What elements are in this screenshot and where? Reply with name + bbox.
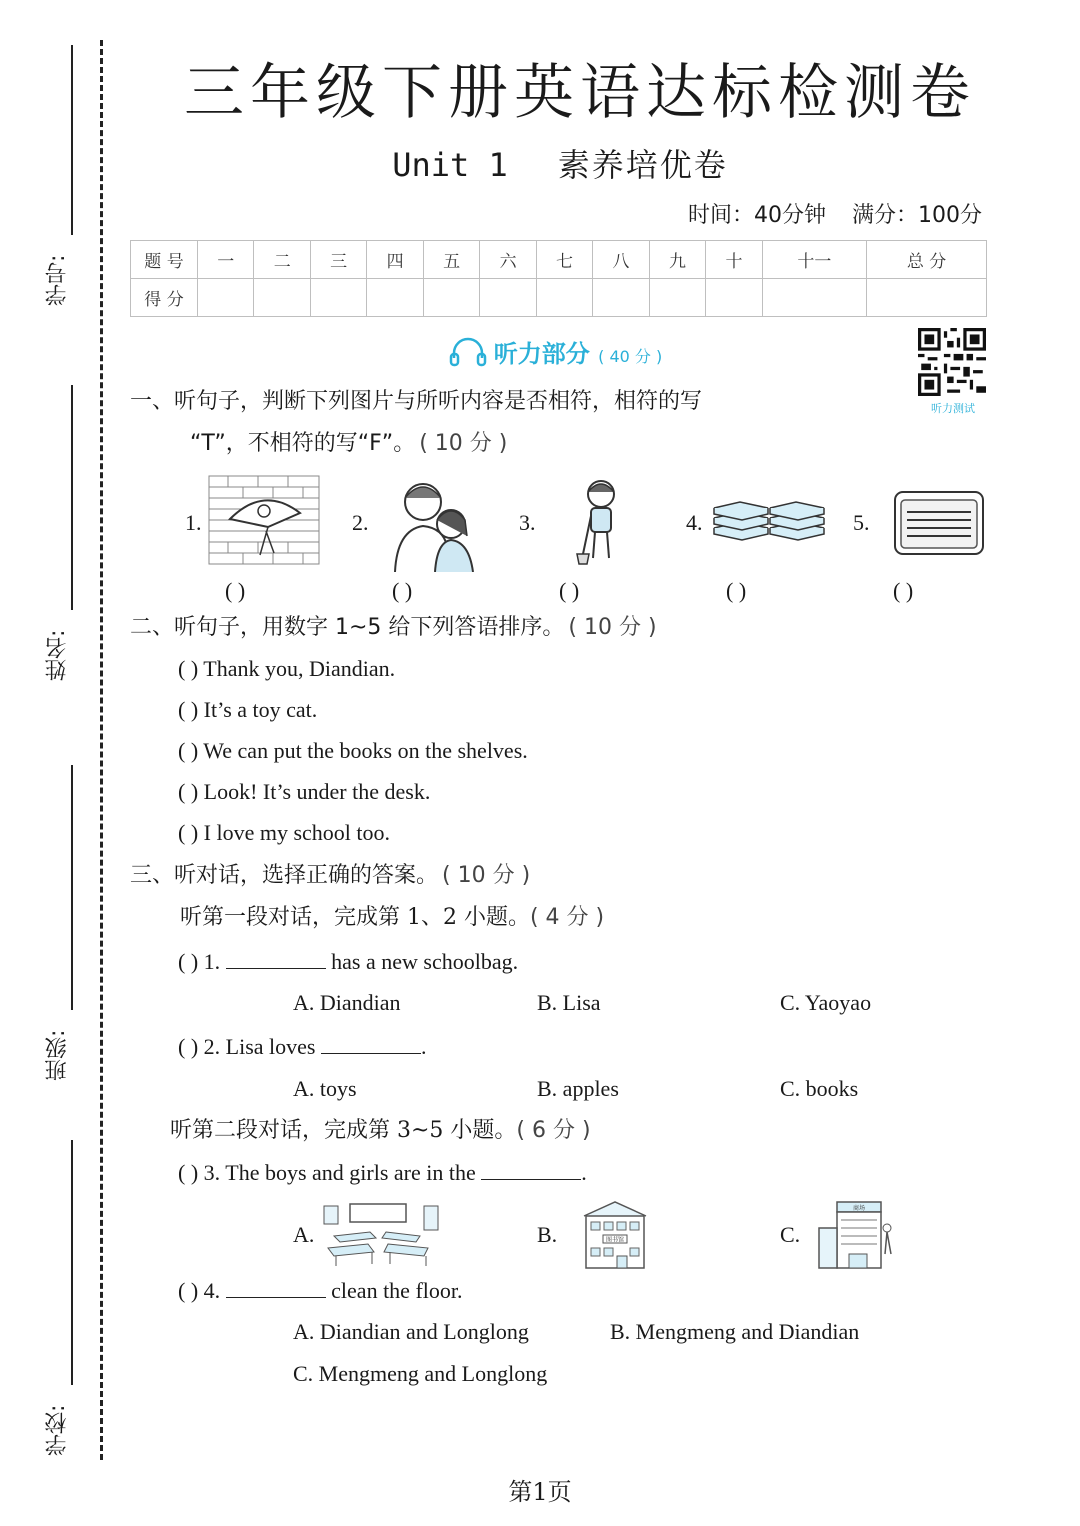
student-id-label: 学号: [45,254,70,306]
page-subtitle [130,140,990,186]
score-cell[interactable] [480,279,536,317]
exam-full-score: 满分：100分 [852,203,982,228]
score-table-row-label: 题 号 [131,241,198,279]
q3-q3-blank[interactable] [481,1159,581,1180]
score-col: 九 [649,241,705,279]
q3-q4-blank[interactable] [226,1277,326,1298]
q3-q4-number: 4. [203,1278,221,1303]
qr-caption: 听力测试 [931,402,975,415]
books-icon [710,498,828,548]
q1-item-number: 1. [185,510,202,535]
score-col: 五 [423,241,479,279]
q3-part2-heading [170,1113,591,1144]
score-col: 十 [706,241,762,279]
q1-item-number: 2. [352,510,369,535]
q3-part1-heading [180,900,604,931]
q3-part1-points: ( 4 分 ) [529,905,605,930]
q2-title [130,610,657,641]
q3-q1-number: 1. [203,949,221,974]
exam-time: 时间：40分钟 [688,203,826,228]
q3-q3-option-c[interactable]: C. [780,1222,801,1247]
q2-answer-box[interactable]: ( ) [178,779,199,804]
score-col: 六 [480,241,536,279]
pencil-case-icon [893,490,985,556]
score-col: 十一 [762,241,866,279]
score-col: 八 [593,241,649,279]
q3-q4-option-a[interactable]: A. Diandian and Longlong [293,1319,529,1344]
q1-item-number: 3. [519,510,536,535]
hug-icon [385,476,480,572]
q3-question-4 [178,1277,463,1304]
library-sign: 图书馆 [605,1236,625,1244]
q3-part1-text: 听第一段对话，完成第 1、2 小题。 [180,905,530,930]
q2-answer-box[interactable]: ( ) [178,697,199,722]
sweeping-boy-icon [575,476,625,568]
q3-q1-blank[interactable] [226,948,326,969]
score-col: 七 [536,241,592,279]
q3-question-2 [178,1033,426,1060]
paper-type: 素养培优卷 [557,146,728,184]
q3-q1-option-b[interactable]: B. Lisa [537,990,601,1015]
page-number: 第1页 [508,1478,572,1506]
q1-answer-box[interactable]: ( ) [726,578,747,603]
q1-answer-box[interactable]: ( ) [392,578,413,603]
q2-title-text: 二、听句子，用数字 1~5 给下列答语排序。 [130,615,565,640]
mall-icon [815,1198,895,1270]
q2-item [178,697,317,723]
q1-points: ( 10 分 ) [419,431,508,456]
q3-q2-option-b[interactable]: B. apples [537,1076,619,1101]
q1-title-line1: 一、听句子，判断下列图片与所听内容是否相符，相符的写 [130,389,703,414]
q2-item-text: We can put the books on the shelves. [203,738,528,763]
listening-title: 听力部分 [493,340,590,368]
q3-title [130,858,530,889]
q3-q3-text: 3. The boys and girls are in the [203,1160,476,1185]
q2-item [178,820,390,846]
q3-question-1 [178,948,518,975]
score-cell[interactable] [867,279,987,317]
q3-q4-option-c[interactable]: C. Mengmeng and Longlong [293,1361,548,1386]
q2-item [178,738,528,764]
q3-q2-option-c[interactable]: C. books [780,1076,859,1101]
q1-item-number: 5. [853,510,870,535]
q1-answer-box[interactable]: ( ) [893,578,914,603]
q2-item [178,656,395,682]
binding-cut-line [100,40,103,1460]
score-col: 一 [198,241,254,279]
mall-sign: 商场 [852,1205,866,1212]
score-table [130,240,987,317]
student-id-line[interactable] [71,45,73,235]
q3-q2-blank[interactable] [321,1033,421,1054]
q3-q1-option-c[interactable]: C. Yaoyao [780,990,872,1015]
score-col: 三 [310,241,366,279]
score-cell[interactable] [706,279,762,317]
q3-answer-box[interactable]: ( ) [178,949,199,974]
page-title: 三年级下册英语达标检测卷 [184,58,976,128]
q3-q4-text: clean the floor. [331,1278,463,1303]
classroom-icon [320,1200,446,1268]
q2-item [178,779,430,805]
score-cell[interactable] [198,279,254,317]
q3-q2-text: 2. Lisa loves [203,1034,316,1059]
kite-icon [208,475,320,565]
q3-q1-text: has a new schoolbag. [331,949,519,974]
q2-points: ( 10 分 ) [568,615,657,640]
q1-answer-box[interactable]: ( ) [559,578,580,603]
q2-answer-box[interactable]: ( ) [178,820,199,845]
score-col: 二 [254,241,310,279]
unit-label: Unit 1 [392,146,508,184]
q1-item-number: 4. [686,510,703,535]
school-label: 学校: [45,1404,70,1456]
class-line[interactable] [71,765,73,1010]
q3-q2-option-a[interactable]: A. toys [293,1076,357,1101]
q3-q1-option-a[interactable]: A. Diandian [293,990,401,1015]
q2-answer-box[interactable]: ( ) [178,656,199,681]
q3-q2-end: . [420,1034,427,1059]
score-cell[interactable] [762,279,866,317]
q3-q4-option-b[interactable]: B. Mengmeng and Diandian [610,1319,860,1344]
q2-answer-box[interactable]: ( ) [178,738,199,763]
class-label: 班级: [45,1029,70,1081]
score-cell[interactable] [254,279,310,317]
q3-part2-text: 听第二段对话，完成第 3~5 小题。 [170,1118,517,1143]
headphones-icon [448,336,488,368]
q1-title-line2 [190,426,507,457]
q3-answer-box[interactable]: ( ) [178,1034,199,1059]
exam-meta [688,198,982,229]
q3-q3-end: . [581,1160,587,1185]
score-col: 总 分 [867,241,987,279]
name-line[interactable] [71,385,73,610]
q3-part2-points: ( 6 分 ) [516,1118,591,1143]
score-cell[interactable] [649,279,705,317]
score-table-row-label: 得 分 [131,279,198,317]
q2-item-text: I love my school too. [203,820,391,845]
score-cell[interactable] [536,279,592,317]
score-col: 四 [367,241,423,279]
score-table-header-row [131,241,987,279]
listening-points: ( 40 分 ) [598,347,663,366]
qr-code-icon[interactable] [918,328,986,396]
q3-q3-option-b[interactable]: B. [537,1222,558,1247]
score-cell[interactable] [593,279,649,317]
name-label: 姓名: [45,629,70,681]
score-cell[interactable] [423,279,479,317]
score-cell[interactable] [310,279,366,317]
q1-answer-box[interactable]: ( ) [225,578,246,603]
q3-answer-box[interactable]: ( ) [178,1278,199,1303]
q3-q3-option-a[interactable]: A. [293,1222,315,1247]
school-line[interactable] [71,1140,73,1385]
q2-item-text: Thank you, Diandian. [203,656,396,681]
q3-points: ( 10 分 ) [442,863,531,888]
q3-title-text: 三、听对话，选择正确的答案。 [130,863,439,888]
q2-item-text: Look! It’s under the desk. [203,779,431,804]
q3-answer-box[interactable]: ( ) [178,1160,199,1185]
score-table-score-row [131,279,987,317]
library-icon [580,1198,650,1270]
q2-item-text: It’s a toy cat. [203,697,318,722]
q3-question-3 [178,1159,587,1186]
score-cell[interactable] [367,279,423,317]
q1-title-text: “T”，不相符的写“F”。 [190,431,416,456]
